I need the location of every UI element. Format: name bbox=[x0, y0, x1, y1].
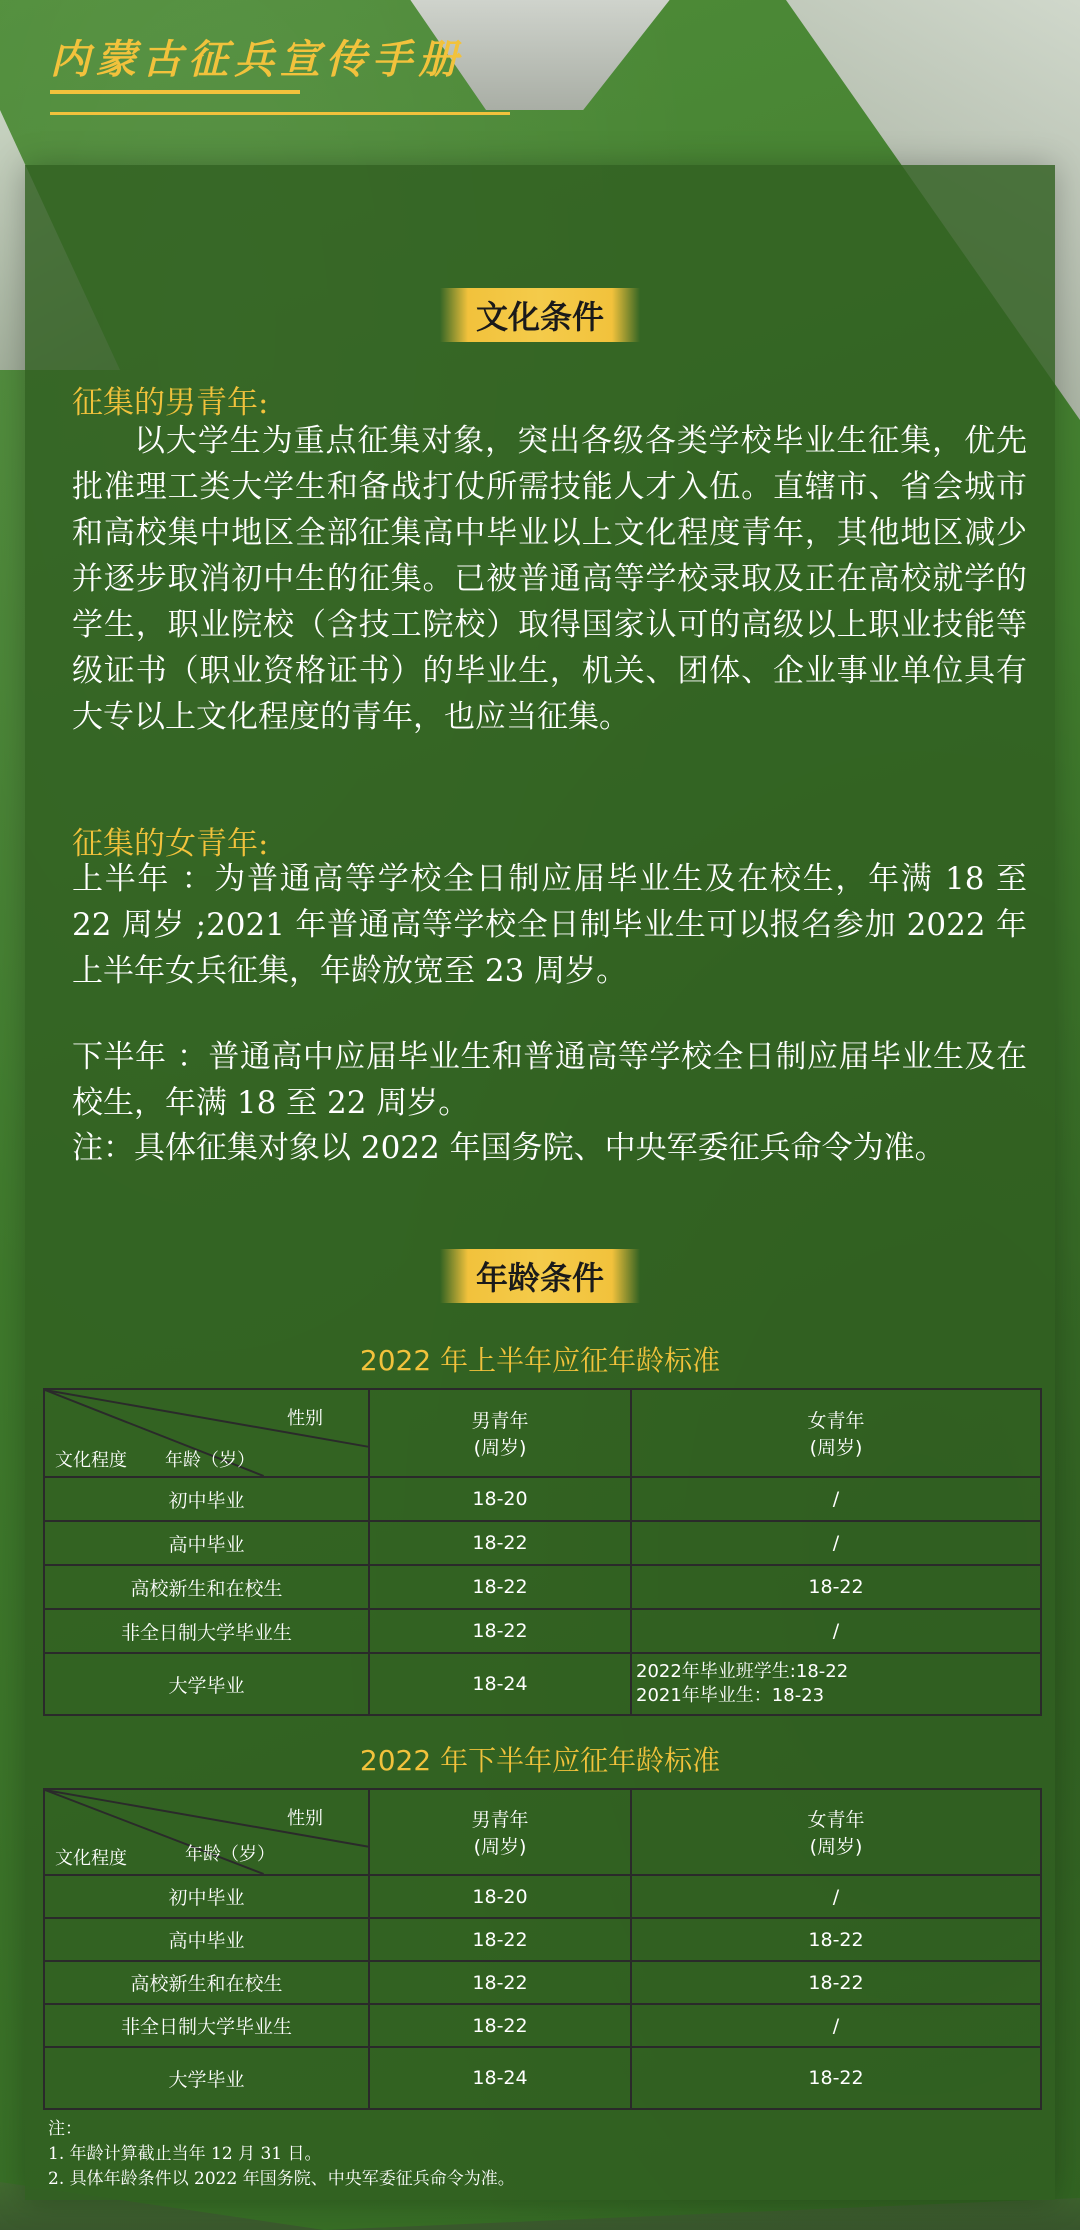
row-education: 高中毕业 bbox=[44, 1918, 369, 1961]
table-row bbox=[44, 1565, 1041, 1609]
header-female-label: 女青年 bbox=[807, 1809, 865, 1831]
header-age-label: 年龄（岁） bbox=[165, 1450, 255, 1471]
table-row bbox=[44, 1653, 1041, 1715]
row-male-age: 18-22 bbox=[369, 1961, 631, 2004]
female-age-line1: 2022年毕业班学生:18-22 bbox=[636, 1661, 849, 1682]
row-male-age: 18-24 bbox=[369, 1653, 631, 1715]
row-female-age: 18-22 bbox=[631, 2047, 1041, 2109]
female-second-half-text: 下半年 ：普通高中应届毕业生和普通高等学校全日制应届毕业生及在校生，年满 18 至 22 周岁。 bbox=[72, 1039, 1027, 1121]
row-education: 高校新生和在校生 bbox=[44, 1565, 369, 1609]
footnote-label: 注： bbox=[48, 2119, 82, 2139]
footnote-item: 1. 年龄计算截止当年 12 月 31 日。 bbox=[48, 2144, 322, 2164]
header-female-label: 女青年 bbox=[807, 1410, 865, 1432]
row-education: 大学毕业 bbox=[44, 2047, 369, 2109]
age-table-second-half bbox=[43, 1788, 1042, 2110]
table-row bbox=[44, 1875, 1041, 1918]
row-male-age: 18-20 bbox=[369, 1875, 631, 1918]
footnote-item: 2. 具体年龄条件以 2022 年国务院、中央军委征兵命令为准。 bbox=[48, 2169, 515, 2189]
table-row bbox=[44, 2047, 1041, 2109]
header-female-cell bbox=[631, 1789, 1041, 1875]
header-male-unit: (周岁) bbox=[473, 1836, 527, 1858]
row-education: 非全日制大学毕业生 bbox=[44, 2004, 369, 2047]
table-row bbox=[44, 1521, 1041, 1565]
header-female-unit: (周岁) bbox=[809, 1437, 863, 1459]
header-female-cell bbox=[631, 1389, 1041, 1477]
section-banner-age: 年龄条件 bbox=[440, 1249, 640, 1303]
row-male-age: 18-22 bbox=[369, 1565, 631, 1609]
row-education: 高校新生和在校生 bbox=[44, 1961, 369, 2004]
row-male-age: 18-22 bbox=[369, 1918, 631, 1961]
row-female-age: / bbox=[631, 1521, 1041, 1565]
row-male-age: 18-22 bbox=[369, 1521, 631, 1565]
female-note-text: 注：具体征集对象以 2022 年国务院、中央军委征兵命令为准。 bbox=[72, 1130, 946, 1166]
row-male-age: 18-22 bbox=[369, 1609, 631, 1653]
table-header-row bbox=[44, 1789, 1041, 1875]
header-male-label: 男青年 bbox=[471, 1809, 529, 1831]
table-header-diagonal-cell bbox=[44, 1789, 369, 1875]
table-header-diagonal-cell bbox=[44, 1389, 369, 1477]
age-table-first-half bbox=[43, 1388, 1042, 1716]
header-male-cell bbox=[369, 1789, 631, 1875]
header-education-label: 文化程度 bbox=[55, 1848, 127, 1869]
page-title: 内蒙古征兵宣传手册 bbox=[50, 36, 464, 83]
row-education: 初中毕业 bbox=[44, 1875, 369, 1918]
row-education: 非全日制大学毕业生 bbox=[44, 1609, 369, 1653]
table-row bbox=[44, 2004, 1041, 2047]
male-requirements-text: 以大学生为重点征集对象，突出各级各类学校毕业生征集，优先批准理工类大学生和备战打仗所需技能人才入伍。直辖市、省会城市和高校集中地区全部征集高中毕业以上文化程度青年，其他地区减少并逐步取消初中生的征集。已被普通高等学校录取及正在高校就学的学生，职业院校（含技工院校）取得国家认可的高级以上职业技能等级证书（职业资格证书）的毕业生，机关、团体、企业事业单位具有大专以上文化程度的青年，也应当征集。 bbox=[72, 423, 1027, 735]
row-female-age: 18-22 bbox=[631, 1565, 1041, 1609]
row-male-age: 18-22 bbox=[369, 2004, 631, 2047]
row-female-age: / bbox=[631, 2004, 1041, 2047]
table-row bbox=[44, 1918, 1041, 1961]
row-education: 初中毕业 bbox=[44, 1477, 369, 1521]
table-header-row bbox=[44, 1389, 1041, 1477]
row-education: 高中毕业 bbox=[44, 1521, 369, 1565]
row-female-age: / bbox=[631, 1875, 1041, 1918]
section-banner-culture: 文化条件 bbox=[440, 288, 640, 342]
table-row bbox=[44, 1961, 1041, 2004]
row-female-age: 18-22 bbox=[631, 1918, 1041, 1961]
row-female-age: / bbox=[631, 1609, 1041, 1653]
row-male-age: 18-24 bbox=[369, 2047, 631, 2109]
male-heading: 征集的男青年: bbox=[72, 385, 269, 421]
female-first-half-text: 上半年 ：为普通高等学校全日制应届毕业生及在校生，年满 18 至 22 周岁 ;2021 年普通高等学校全日制毕业生可以报名参加 2022 年上半年女兵征集，年龄放宽至 23 周岁。 bbox=[72, 861, 1027, 989]
header-male-cell bbox=[369, 1389, 631, 1477]
table1-title: 2022 年上半年应征年龄标准 bbox=[359, 1344, 721, 1377]
female-heading: 征集的女青年: bbox=[72, 826, 269, 862]
row-male-age: 18-20 bbox=[369, 1477, 631, 1521]
header-male-unit: (周岁) bbox=[473, 1437, 527, 1459]
table-row bbox=[44, 1609, 1041, 1653]
row-education: 大学毕业 bbox=[44, 1653, 369, 1715]
header-gender-label: 性别 bbox=[287, 1408, 323, 1429]
header-age-label: 年龄（岁） bbox=[185, 1844, 275, 1865]
female-age-line2: 2021年毕业生：18-23 bbox=[636, 1685, 825, 1706]
footnotes bbox=[48, 2117, 515, 2192]
header-education-label: 文化程度 bbox=[55, 1450, 127, 1471]
row-female-age: / bbox=[631, 1477, 1041, 1521]
header-male-label: 男青年 bbox=[471, 1410, 529, 1432]
header bbox=[50, 28, 464, 118]
header-underline-short bbox=[50, 90, 300, 94]
header-underline-long bbox=[50, 112, 510, 115]
row-female-age bbox=[631, 1653, 1041, 1715]
row-female-age: 18-22 bbox=[631, 1961, 1041, 2004]
header-gender-label: 性别 bbox=[287, 1808, 323, 1829]
table-row bbox=[44, 1477, 1041, 1521]
table2-title: 2022 年下半年应征年龄标准 bbox=[359, 1744, 721, 1777]
header-female-unit: (周岁) bbox=[809, 1836, 863, 1858]
